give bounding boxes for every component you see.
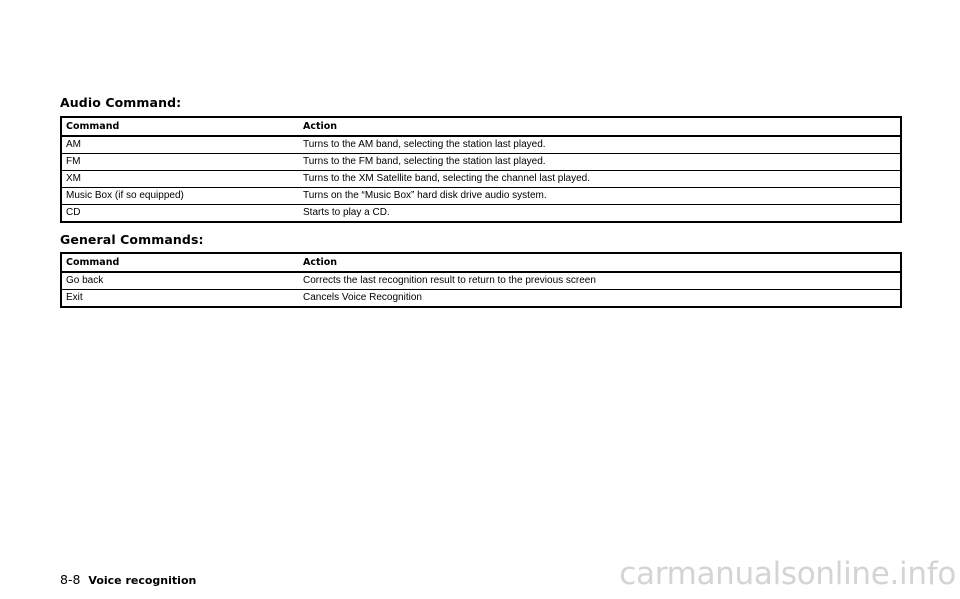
action-column-header: Action bbox=[299, 253, 901, 272]
action-cell: Starts to play a CD. bbox=[299, 205, 901, 223]
table-row bbox=[61, 136, 901, 154]
table-row bbox=[61, 188, 901, 205]
page-footer bbox=[60, 572, 196, 587]
general-commands-heading: General Commands: bbox=[60, 232, 204, 247]
command-cell: Exit bbox=[61, 290, 299, 308]
table-row bbox=[61, 290, 901, 308]
command-cell: Go back bbox=[66, 275, 104, 286]
command-cell: Music Box (if so equipped) bbox=[61, 188, 299, 205]
command-column-header: Command bbox=[61, 253, 299, 272]
action-cell: Turns to the AM band, selecting the station last played. bbox=[303, 139, 546, 150]
command-column-header: Command bbox=[61, 117, 299, 136]
table-header-row bbox=[61, 253, 901, 272]
table-row bbox=[61, 205, 901, 223]
site-watermark: carmanualsonline.info bbox=[619, 556, 956, 592]
action-cell: Cancels Voice Recognition bbox=[299, 290, 901, 308]
page-number: 8-8 bbox=[60, 572, 81, 587]
table-row bbox=[61, 154, 901, 171]
footer-section-title: Voice recognition bbox=[88, 574, 197, 587]
table-header-row bbox=[61, 117, 901, 136]
general-commands-table bbox=[60, 252, 902, 308]
audio-command-table bbox=[60, 116, 902, 223]
table-row bbox=[61, 171, 901, 188]
audio-command-heading: Audio Command: bbox=[60, 95, 182, 110]
action-cell: Turns on the “Music Box” hard disk drive audio system. bbox=[299, 188, 901, 205]
table-row bbox=[61, 272, 901, 290]
command-cell: CD bbox=[61, 205, 299, 223]
action-column-header: Action bbox=[299, 117, 901, 136]
command-cell: AM bbox=[66, 139, 81, 150]
action-cell: Turns to the XM Satellite band, selecting the channel last played. bbox=[299, 171, 901, 188]
action-cell: Corrects the last recognition result to return to the previous screen bbox=[303, 275, 596, 286]
command-cell: XM bbox=[61, 171, 299, 188]
command-cell: FM bbox=[61, 154, 299, 171]
action-cell: Turns to the FM band, selecting the station last played. bbox=[299, 154, 901, 171]
